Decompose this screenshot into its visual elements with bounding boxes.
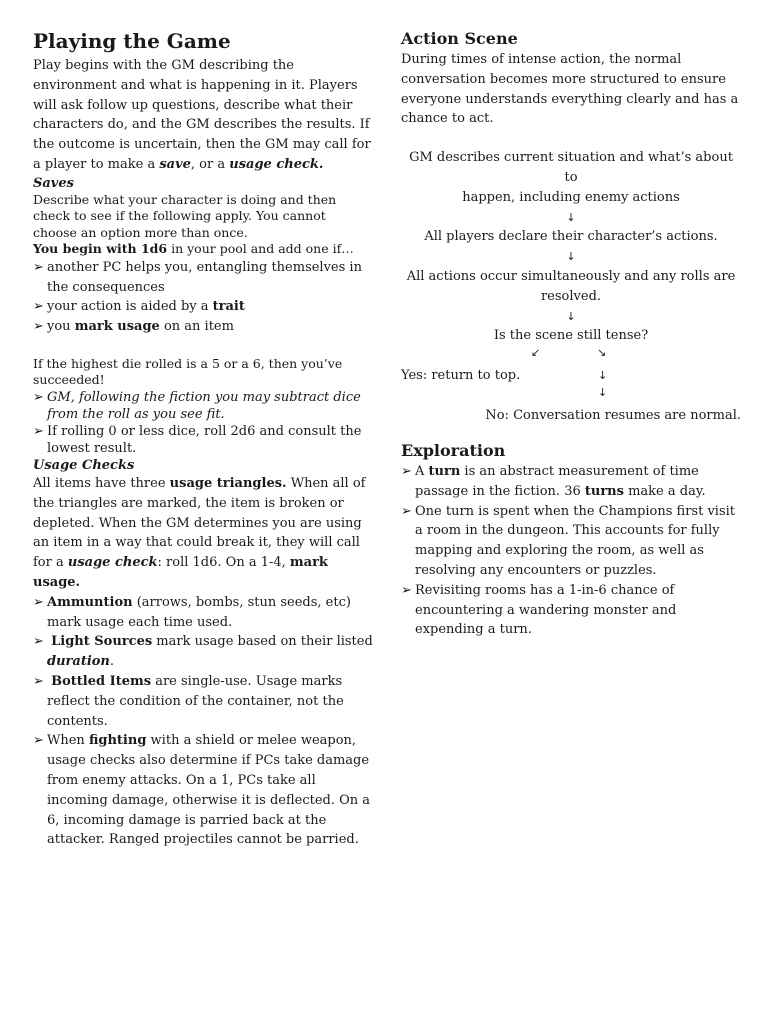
mark-usage-term: mark usage: [74, 319, 160, 335]
intro-line: Play begins with the GM describing the: [33, 58, 295, 73]
item-text: When: [47, 733, 89, 749]
saves-text: Describe what your character is doing and then: [33, 191, 337, 207]
usage-item: [33, 672, 373, 731]
fork-arrows: [401, 346, 741, 366]
item-text: (arrows, bombs, stun seeds, etc): [132, 594, 351, 610]
bullet-icon: ➢: [401, 582, 412, 598]
ammo-term: Ammuntion: [47, 594, 133, 610]
item-text: encountering a wandering monster and: [415, 602, 677, 618]
turns-term: turns: [584, 483, 624, 499]
text: All items have three: [33, 475, 170, 491]
item-text: passage in the fiction. 36: [415, 483, 585, 499]
bullet-icon: ➢: [33, 594, 44, 610]
saves-item: [33, 297, 373, 317]
save-term: save: [159, 156, 191, 172]
note-text: from the roll as you see fit.: [47, 406, 225, 422]
flow-step-4: Is the scene still tense?: [493, 328, 649, 344]
usage-triangles-term: usage triangles.: [169, 475, 287, 491]
intro-line: [33, 155, 373, 175]
arrow-down-left-icon: ↙: [531, 346, 541, 360]
turn-term: turn: [428, 463, 461, 479]
note-text: GM, following the fiction you may subtract dice: [47, 389, 361, 405]
light-term: Light Sources: [51, 634, 153, 650]
arrow-down-right-icon: ↘: [597, 346, 607, 360]
bullet-icon: ➢: [33, 733, 44, 749]
usage-text: [33, 553, 373, 593]
item-text: 6, incoming damage is parried back at the: [47, 812, 327, 828]
intro-line: will ask follow up questions, describe what their: [33, 97, 353, 113]
note-text: If rolling 0 or less dice, roll 2d6 and consult the: [47, 423, 362, 439]
item-text: mapping and exploring the room, as well as: [415, 543, 704, 559]
begin-bold: You begin with 1d6: [33, 241, 168, 257]
saves-item: [33, 317, 373, 337]
intro-line: the outcome is uncertain, then the GM may call for: [33, 137, 371, 153]
item-text: resolving any encounters or puzzles.: [415, 562, 657, 578]
usage-heading: Usage Checks: [33, 457, 135, 473]
intro-line: characters do, and the GM describes the results. If: [33, 117, 370, 133]
step-text: GM describes current situation and what’s about to: [409, 150, 733, 185]
fork-arrows-2: [401, 386, 741, 406]
note-text: lowest result.: [47, 440, 137, 456]
bullet-icon: ➢: [401, 503, 412, 519]
bullet-icon: ➢: [33, 319, 44, 335]
item-text: usage checks also determine if PCs take damage: [47, 753, 370, 769]
item-text: One turn is spent when the Champions first visit: [415, 503, 736, 519]
step-text: resolved.: [540, 288, 602, 304]
text: for a: [33, 555, 68, 571]
intro-line: environment and what is happening in it. Players: [33, 77, 358, 93]
usage-text: depleted. When the GM determines you are using: [33, 515, 362, 531]
saves-item: [33, 258, 373, 298]
item-text: mark usage based on their listed: [152, 634, 373, 650]
usage-text: [33, 474, 373, 494]
bullet-icon: ➢: [33, 259, 44, 275]
text: When all of: [286, 475, 366, 491]
fork-row: [401, 366, 741, 386]
step-text: All actions occur simultaneously and any rolls are: [406, 268, 736, 284]
usage-check-term: usage check: [67, 555, 158, 571]
duration-term: duration: [47, 654, 110, 670]
usage-item: [33, 593, 373, 633]
exploration-item: [401, 502, 741, 581]
saves-heading: Saves: [33, 175, 74, 191]
flowchart: [401, 148, 741, 346]
item-text: are single-use. Usage marks: [151, 673, 343, 689]
bullet-icon: ➢: [33, 673, 44, 689]
bullet-icon: ➢: [33, 634, 44, 650]
spacer: [401, 426, 741, 440]
success-text: If the highest die rolled is a 5 or a 6, then you’ve: [33, 355, 343, 371]
item-text: reflect the condition of the container, not the: [47, 693, 344, 709]
gm-note: [33, 389, 373, 423]
step-text: happen, including enemy actions: [462, 189, 680, 205]
saves-text: check to see if the following apply. You cannot: [33, 208, 326, 224]
action-text: everyone understands everything clearly and has a: [401, 91, 739, 107]
arrow-down-icon: ↓: [566, 210, 576, 224]
usage-item: [33, 632, 373, 672]
page-title: Playing the Game: [33, 29, 231, 53]
arrow-down-icon: ↓: [566, 309, 576, 323]
text: a player to make a: [33, 156, 160, 172]
bullet-icon: ➢: [401, 463, 412, 479]
item-text: another PC helps you, entangling themselves in: [47, 259, 362, 275]
success-text: succeeded!: [33, 372, 105, 388]
item-text: Revisiting rooms has a 1-in-6 chance of: [415, 582, 675, 598]
begin-rest: in your pool and add one if…: [167, 241, 354, 257]
item-text: on an item: [159, 319, 234, 335]
saves-begin: [33, 241, 373, 258]
bullet-icon: ➢: [33, 389, 44, 405]
fighting-term: fighting: [88, 733, 147, 749]
mark-usage-term: mark usage.: [33, 555, 328, 590]
arrow-down-icon: ↓: [598, 369, 608, 383]
action-text: chance to act.: [401, 111, 494, 127]
saves-text: choose an option more than once.: [33, 224, 248, 240]
spacer: [33, 337, 373, 356]
right-column: [401, 28, 741, 640]
bullet-icon: ➢: [33, 299, 44, 315]
flow-step-3: [401, 267, 741, 307]
item-text: attacker. Ranged projectiles cannot be parried.: [47, 832, 359, 848]
bottled-term: Bottled Items: [51, 673, 152, 689]
item-text: with a shield or melee weapon,: [146, 733, 357, 749]
usage-text: the triangles are marked, the item is broken or: [33, 495, 344, 511]
item-text: incoming damage, otherwise it is deflected. On a: [47, 792, 371, 808]
item-text: you: [47, 319, 75, 335]
item-text: .: [109, 654, 115, 670]
exploration-heading: Exploration: [401, 440, 506, 460]
flow-step-1: [401, 148, 741, 207]
exploration-item: [401, 581, 741, 640]
text: , or a: [190, 156, 230, 172]
arrow-down-icon: ↓: [598, 386, 608, 400]
item-text: A: [415, 463, 429, 479]
yes-branch: Yes: return to top.: [401, 368, 521, 384]
item-text: make a day.: [623, 483, 706, 499]
exploration-item: [401, 462, 741, 502]
spacer: [401, 129, 741, 148]
item-text: contents.: [47, 713, 108, 729]
left-column: [33, 28, 373, 850]
item-text: from enemy attacks. On a 1, PCs take all: [47, 772, 316, 788]
flow-step-2: All players declare their character’s actions.: [424, 229, 718, 245]
item-text: is an abstract measurement of time: [460, 463, 699, 479]
usage-item: [33, 731, 373, 850]
trait-term: trait: [212, 299, 245, 315]
usage-check-term: usage check.: [229, 156, 324, 172]
item-text: mark usage each time used.: [47, 614, 233, 630]
zero-note: [33, 423, 373, 457]
action-text: conversation becomes more structured to ensure: [401, 71, 726, 87]
arrow-down-icon: ↓: [566, 250, 576, 264]
item-text: expending a turn.: [415, 622, 532, 638]
action-text: During times of intense action, the normal: [401, 52, 682, 67]
action-scene-heading: Action Scene: [401, 29, 518, 48]
bullet-icon: ➢: [33, 423, 44, 439]
item-text: a room in the dungeon. This accounts for fully: [415, 523, 720, 539]
usage-text: an item in a way that could break it, they will call: [33, 535, 360, 551]
item-text: the consequences: [47, 279, 165, 295]
no-branch: No: Conversation resumes are normal.: [485, 408, 741, 424]
item-text: your action is aided by a: [47, 299, 213, 315]
text: : roll 1d6. On a 1-4,: [157, 555, 290, 571]
